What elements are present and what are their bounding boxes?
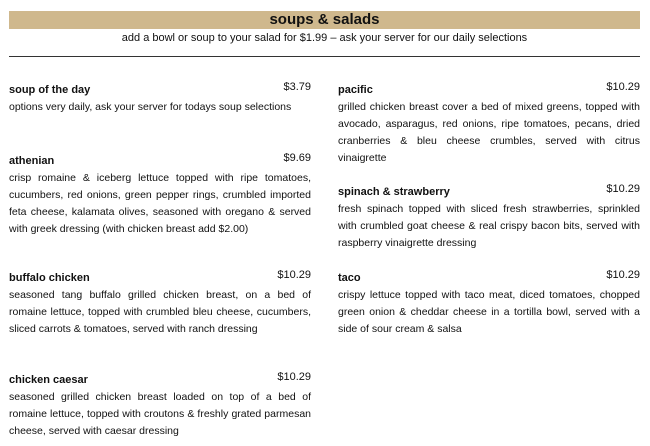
item-name: pacific <box>338 84 373 96</box>
section-subtitle: add a bowl or soup to your salad for $1.99 – ask your server for our daily selections <box>121 32 528 44</box>
item-price: $10.29 <box>277 269 311 281</box>
item-name: athenian <box>9 155 55 167</box>
item-price: $10.29 <box>606 269 640 281</box>
menu-item-spinach-strawberry <box>338 182 640 252</box>
item-description: grilled chicken breast cover a bed of mixed greens, topped with avocado, asparagus, red onions, ripe tomatoes, pecans, dried cranberries & bleu cheese crumbles, served with citrus vinaigrette <box>338 101 640 164</box>
item-price: $10.29 <box>606 81 640 93</box>
item-description: fresh spinach topped with sliced fresh strawberries, sprinkled with crumbled goat cheese & real crispy bacon bits, served with raspberry vinaigrette dressing <box>338 203 640 249</box>
menu-item-chicken-caesar <box>9 370 311 440</box>
menu-item-buffalo-chicken <box>9 268 311 338</box>
section-title: soups & salads <box>269 11 380 28</box>
item-price: $10.29 <box>277 371 311 383</box>
item-name: soup of the day <box>9 84 91 96</box>
section-divider <box>9 56 640 57</box>
item-name: chicken caesar <box>9 374 88 386</box>
item-name: spinach & strawberry <box>338 186 450 198</box>
item-name: buffalo chicken <box>9 272 90 284</box>
item-description: crisp romaine & iceberg lettuce topped with ripe tomatoes, cucumbers, red onions, green pepper rings, crumbled imported feta cheese, kalamata olives, seasoned with oregano & served with greek dressing (with chicken breast add $2.00) <box>9 172 311 235</box>
menu-item-athenian <box>9 151 311 238</box>
item-price: $9.69 <box>283 152 311 164</box>
item-name: taco <box>338 272 361 284</box>
item-price: $3.79 <box>283 81 311 93</box>
item-description: options very daily, ask your server for todays soup selections <box>9 101 292 113</box>
menu-item-soup-of-the-day <box>9 80 311 116</box>
section-header-banner <box>9 11 640 29</box>
item-price: $10.29 <box>606 183 640 195</box>
item-description: seasoned grilled chicken breast loaded on top of a bed of romaine lettuce, topped with croutons & freshly grated parmesan cheese, served with caesar dressing <box>9 391 311 437</box>
menu-item-taco <box>338 268 640 338</box>
item-description: seasoned tang buffalo grilled chicken breast, on a bed of romaine lettuce, topped with crumbled bleu cheese, cucumbers, sliced carrots & tomatoes, served with ranch dressing <box>9 289 311 335</box>
item-description: crispy lettuce topped with taco meat, diced tomatoes, chopped green onion & cheddar cheese in a tortilla bowl, served with a side of sour cream & salsa <box>338 289 640 335</box>
menu-item-pacific <box>338 80 640 167</box>
